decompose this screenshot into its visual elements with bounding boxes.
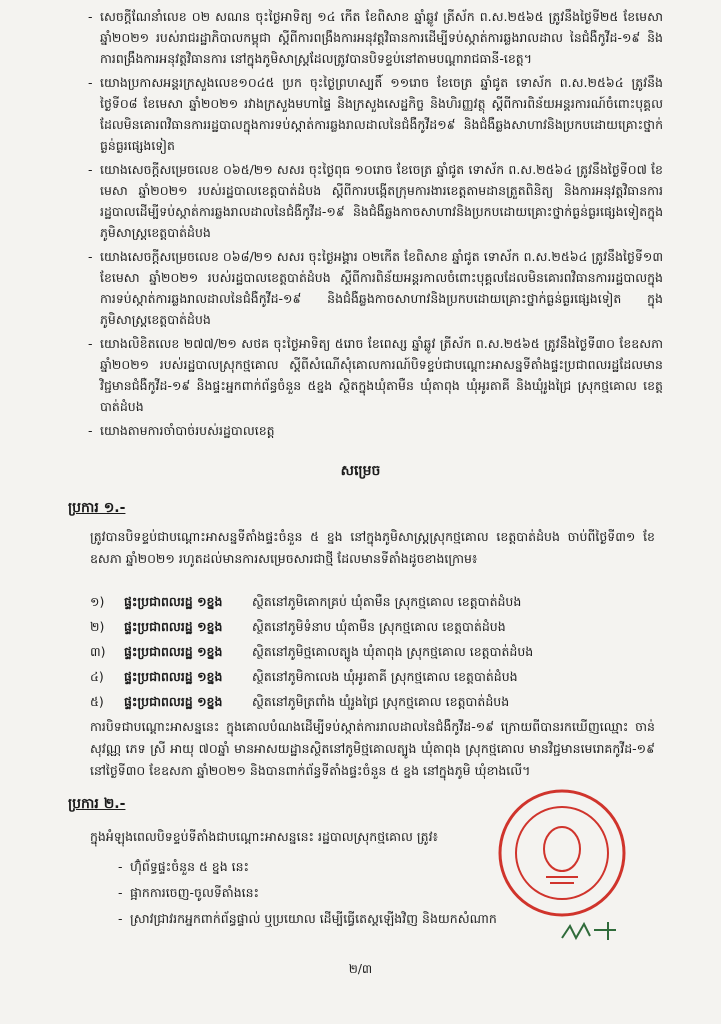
house-list: [90, 589, 650, 714]
house-label: ផ្ទះប្រជាពលរដ្ឋ ១ខ្នង: [124, 669, 223, 684]
article-2-heading: ប្រការ ២.-: [68, 796, 126, 812]
house-label: ផ្ទះប្រជាពលរដ្ឋ ១ខ្នង: [124, 619, 223, 634]
reference-item: - យោងតាមការចាំបាច់របស់រដ្ឋបាលខេត្ត: [88, 420, 663, 441]
reference-item: - យោងលិខិតលេខ ២៧៧/២១ សថគ ចុះថ្ងៃអាទិត្យ ៥រោច ខែពេស្ស ឆ្នាំឆ្លូវ ត្រីស័ក ព.ស.២៥៦៥ ត្រូវនឹងថ្ងៃទី៣០ ខែឧសភា ឆ្នាំ២០២១ របស់រដ្ឋបាលស្រុកថ្មគោល ស្តីពីសំណើសុំគោលការណ៍បិទខ្ទប់ជាបណ្តោះអាសន្នទីតាំងផ្ទះប្រជាពលរដ្ឋដែលមានវិជ្ជមានជំងឺកូវីដ-១៩ និងផ្ទះអ្នកពាក់ព័ន្ធចំនួន ៥ខ្នង ស្ថិតក្នុងឃុំតាមឺន ឃុំតាពុង ឃុំអូរតាគី និងឃុំរូងជ្រៃ ស្រុកថ្មគោល ខេត្តបាត់ដំបង: [88, 333, 663, 417]
house-location: ស្ថិតនៅភូមិកាលេង ឃុំអូរតាគី ស្រុកថ្មគោល ខេត្តបាត់ដំបង: [252, 669, 518, 684]
reference-item: - យោងប្រកាសអន្តរក្រសួងលេខ១០៤៥ ប្រក ចុះថ្ងៃព្រហស្បតិ៍ ១១រោច ខែចេត្រ ឆ្នាំជូត ទោស័ក ព.ស.២៥៦៤ ត្រូវនឹងថ្ងៃទី០៨ ខែមេសា ឆ្នាំ២០២១ រវាងក្រសួងមហាផ្ទៃ និងក្រសួងសេដ្ឋកិច្ច និងហិរញ្ញវត្ថុ ស្តីពីការពិន័យអន្តរការណ៍ចំពោះបុគ្គល ដែលមិនគោរពវិធានការរដ្ឋបាលក្នុងការទប់ស្កាត់ការឆ្លងរាលដាលនៃជំងឺកូវីដ១៩ និងជំងឺឆ្លងសាហាវនិងប្រកបដោយគ្រោះថ្នាក់ធ្ងន់ធ្ងរផ្សេងទៀត: [88, 72, 663, 156]
house-item: [90, 664, 650, 689]
signature: [556, 916, 626, 946]
duty-list: [118, 854, 538, 932]
duty-item: - ហ៊ុំព័ទ្ធផ្ទះចំនួន ៥ ខ្នង នេះ: [118, 854, 538, 880]
duty-item: - ផ្អាកការចេញ-ចូលទីតាំងនេះ: [118, 880, 538, 906]
house-location: ស្ថិតនៅភូមិត្រពាំង ឃុំរូងជ្រៃ ស្រុកថ្មគោល ខេត្តបាត់ដំបង: [252, 694, 510, 709]
reference-item: - យោងសេចក្តីសម្រេចលេខ ០៦៥/២១ សសរ ចុះថ្ងៃពុធ ១០រោច ខែចេត្រ ឆ្នាំជូត ទោស័ក ព.ស.២៥៦៤ ត្រូវនឹងថ្ងៃទី០៧ ខែមេសា ឆ្នាំ២០២១ របស់រដ្ឋបាលខេត្តបាត់ដំបង ស្តីពីការបង្កើតក្រុមការងារខេត្តតាមដានត្រួតពិនិត្យ និងការអនុវត្តវិធានការរដ្ឋបាលដើម្បីទប់ស្កាត់ការឆ្លងរាលដាលនៃជំងឺកូវីដ-១៩ និងជំងឺឆ្លងកាចសាហាវនិងប្រកបដោយគ្រោះថ្នាក់ធ្ងន់ធ្ងរផ្សេងទៀតក្នុងភូមិសាស្ត្រខេត្តបាត់ដំបង: [88, 159, 663, 243]
house-number: ៣): [90, 644, 106, 659]
decision-heading: សម្រេច: [340, 463, 381, 479]
article-2-intro: ក្នុងអំឡុងពេលបិទខ្ទប់ទីតាំងជាបណ្តោះអាសន្ននេះ រដ្ឋបាលស្រុកថ្មគោល ត្រូវ៖: [90, 829, 439, 844]
house-number: ១): [90, 594, 105, 609]
reference-item: - សេចក្តីណែនាំលេខ ០២ សណន ចុះថ្ងៃអាទិត្យ ១៤ កើត ខែពិសាខ ឆ្នាំឆ្លូវ ត្រីស័ក ព.ស.២៥៦៥ ត្រូវនឹងថ្ងៃទី២៥ ខែមេសា ឆ្នាំ២០២១ របស់រាជរដ្ឋាភិបាលកម្ពុជា ស្តីពីការពង្រឹងការអនុវត្តវិធានការដើម្បីទប់ស្កាត់ការឆ្លងរាលដាល នៃជំងឺកូវីដ-១៩ និងការពង្រឹងការអនុវត្តវិធានការ នៅក្នុងភូមិសាស្រ្តដែលត្រូវបានបិទខ្ទប់នៅតាមបណ្តារាជធានី-ខេត្ត។: [88, 6, 663, 69]
house-number: ២): [90, 619, 105, 634]
reference-list: [88, 6, 663, 444]
house-item: [90, 589, 650, 614]
page-number: ២/៣: [348, 962, 373, 976]
reference-item: - យោងសេចក្តីសម្រេចលេខ ០៦៨/២១ សសរ ចុះថ្ងៃអង្គារ ០២កើត ខែពិសាខ ឆ្នាំជូត ទោស័ក ព.ស.២៥៦៤ ត្រូវនឹងថ្ងៃទី១៣ ខែមេសា ឆ្នាំ២០២១ របស់រដ្ឋបាលខេត្តបាត់ដំបង ស្តីពីការពិន័យអន្តរកាលចំពោះបុគ្គលដែលមិនគោរពវិធានការរដ្ឋបាលក្នុងការទប់ស្កាត់ការឆ្លងរាលដាលនៃជំងឺកូវីដ-១៩ និងជំងឺឆ្លងកាចសាហាវនិងប្រកបដោយគ្រោះថ្នាក់ធ្ងន់ធ្ងរផ្សេងទៀត ក្នុងភូមិសាស្ត្រខេត្តបាត់ដំបង: [88, 246, 663, 330]
article-1-heading: ប្រការ ១.-: [68, 500, 126, 516]
house-location: ស្ថិតនៅភូមិថ្មគោលត្បូង ឃុំតាពុង ស្រុកថ្មគោល ខេត្តបាត់ដំបង: [252, 644, 534, 659]
house-item: [90, 639, 650, 664]
house-location: ស្ថិតនៅភូមិទំនាប ឃុំតាមឺន ស្រុកថ្មគោល ខេត្តបាត់ដំបង: [252, 619, 506, 634]
house-label: ផ្ទះប្រជាពលរដ្ឋ ១ខ្នង: [124, 694, 223, 709]
house-item: [90, 689, 650, 714]
house-item: [90, 614, 650, 639]
official-seal: [496, 787, 628, 919]
article-1-intro: ត្រូវបានបិទខ្ទប់ជាបណ្តោះអាសន្នទីតាំងផ្ទះចំនួន ៥ ខ្នង នៅក្នុងភូមិសាស្រ្តស្រុកថ្មគោល ខេត្តបាត់ដំបង ចាប់ពីថ្ងៃទី៣១ ខែឧសភា ឆ្នាំ២០២១ រហូតដល់មានការសម្រេចសារជាថ្មី ដែលមានទីតាំងដូចខាងក្រោម៖: [90, 529, 655, 566]
house-location: ស្ថិតនៅភូមិគោកគ្រប់ ឃុំតាមឺន ស្រុកថ្មគោល ខេត្តបាត់ដំបង: [252, 594, 522, 609]
house-label: ផ្ទះប្រជាពលរដ្ឋ ១ខ្នង: [124, 644, 223, 659]
duty-item: - ស្រាវជ្រាវរកអ្នកពាក់ព័ន្ធផ្ទាល់ ឬប្រយោល ដើម្បីធ្វើតេស្តឡើងវិញ និងយកសំណាក: [118, 906, 538, 932]
house-label: ផ្ទះប្រជាពលរដ្ឋ ១ខ្នង: [124, 594, 223, 609]
article-1-closing: ការបិទជាបណ្តោះអាសន្ននេះ ក្នុងគោលបំណងដើម្បីទប់ស្កាត់ការរាលដាលនៃជំងឺកូវីដ-១៩ ក្រោយពីបានរកឃើញឈ្មោះ ចាន់ សុវណ្ណ ភេទ ស្រី អាយុ ៧០ឆ្នាំ មានអាសយដ្ឋានស្ថិតនៅភូមិថ្មគោលត្បូង ឃុំតាពុង ស្រុកថ្មគោល មានវិជ្ជមានមេរោគកូវីដ-១៩ នៅថ្ងៃទី៣០ ខែឧសភា ឆ្នាំ២០២១ និងបានពាក់ព័ន្ធទីតាំងផ្ទះចំនួន ៥ ខ្នង នៅក្នុងភូមិ ឃុំខាងលើ។: [90, 719, 655, 778]
house-number: ៥): [90, 694, 104, 709]
house-number: ៤): [90, 669, 104, 684]
